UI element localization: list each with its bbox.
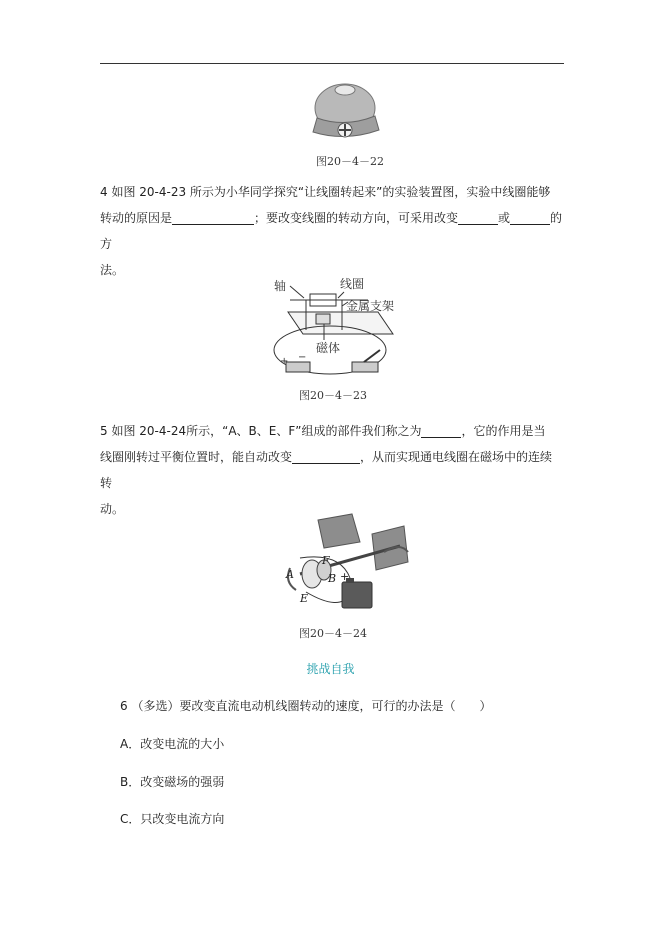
q4-text-4: 或 — [498, 211, 511, 225]
figure-cap-image — [305, 78, 385, 148]
label-coil: 线圈 — [340, 277, 365, 291]
section-title: 挑战自我 — [306, 662, 355, 676]
figure-24-caption: 图20－4－24 — [299, 627, 367, 640]
q4-blank-method-1[interactable] — [458, 210, 498, 225]
label-F: F — [322, 554, 330, 567]
q5-text-5: 动。 — [100, 502, 125, 516]
figure-commutator-motor — [280, 512, 420, 620]
label-plus: + — [280, 356, 289, 367]
q5-text-1: 5 如图 20-4-24所示，“A、B、E、F”组成的部件我们称之为 — [100, 424, 422, 438]
q5-blank-part-name[interactable] — [421, 423, 461, 438]
figure-coil-apparatus — [268, 272, 398, 382]
q4-text-3: ；要改变线圈的转动方向，可采用改变 — [254, 211, 459, 225]
label-axis: 轴 — [274, 279, 287, 293]
q4-text-6: 法。 — [100, 263, 125, 277]
question-5 — [100, 418, 564, 522]
q4-text-2: 转动的原因是 — [100, 211, 173, 225]
label-magnet: 磁体 — [316, 341, 341, 355]
q4-text-1: 4 如图 20-4-23 所示为小华同学探究“让线圈转起来”的实验装置图，实验中线圈能够 — [100, 185, 551, 199]
figure-22-caption: 图20－4－22 — [316, 155, 384, 168]
question-6-stem: 6 （多选）要改变直流电动机线圈转动的速度，可行的办法是（ ） — [120, 699, 492, 713]
q4-blank-reason[interactable] — [172, 210, 254, 225]
label-minus: − — [298, 352, 307, 363]
header-rule — [100, 63, 564, 64]
label-B: B — [328, 572, 337, 585]
label-battery-plus: + — [340, 570, 350, 583]
figure-23-caption: 图20－4－23 — [299, 389, 367, 402]
q5-text-3: 线圈刚转过平衡位置时，能自动改变 — [100, 450, 293, 464]
q5-text-4: ，从而实现通电线圈在磁场中的连续转 — [100, 450, 553, 490]
label-A: A — [286, 568, 294, 581]
q6-option-b[interactable]: B．改变磁场的强弱 — [120, 775, 225, 789]
label-frame: 金属支架 — [346, 299, 395, 313]
q4-text-5: 的方 — [100, 211, 563, 251]
q6-option-c[interactable]: C．只改变电流方向 — [120, 812, 225, 826]
q6-option-a[interactable]: A．改变电流的大小 — [120, 737, 225, 751]
q5-blank-function[interactable] — [292, 449, 360, 464]
question-4 — [100, 179, 564, 283]
q5-text-2: ，它的作用是当 — [461, 424, 546, 438]
q4-blank-method-2[interactable] — [510, 210, 550, 225]
label-E: E — [300, 592, 309, 605]
